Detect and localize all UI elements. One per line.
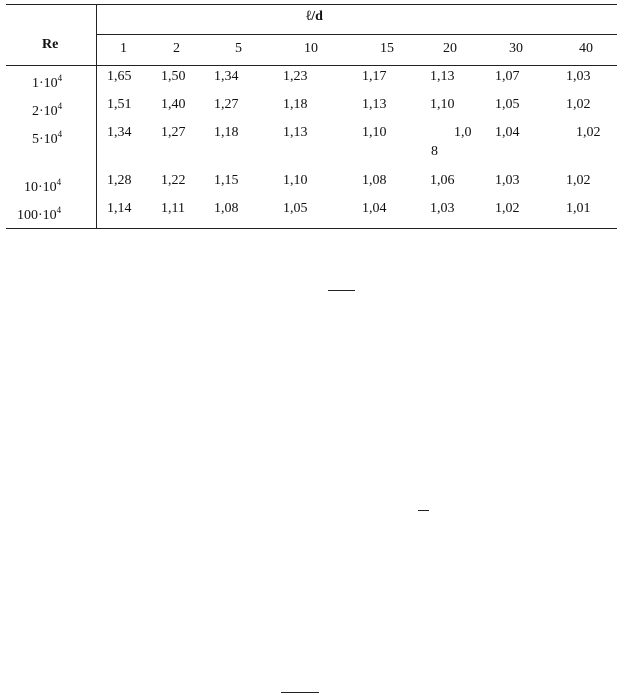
table-cell: 1,65 bbox=[107, 69, 132, 84]
table-cell: 1,13 bbox=[430, 69, 455, 84]
table-cell: 1,40 bbox=[161, 97, 186, 112]
table-cell: 1,18 bbox=[214, 125, 239, 140]
table-cell: 1,51 bbox=[107, 97, 132, 112]
coefficient-table bbox=[6, 4, 617, 229]
fraction-bar bbox=[281, 692, 319, 693]
table-cell: 1,28 bbox=[107, 173, 132, 188]
table-cell: 1,07 bbox=[495, 69, 520, 84]
table-cell: 1,27 bbox=[161, 125, 186, 140]
column-header: 40 bbox=[579, 41, 593, 56]
table-cell: 1,50 bbox=[161, 69, 186, 84]
column-header: 5 bbox=[235, 41, 242, 56]
table-cell: 1,02 bbox=[566, 97, 591, 112]
table-cell: 1,23 bbox=[283, 69, 308, 84]
table-bottom-rule bbox=[6, 228, 617, 229]
table-cell: 1,10 bbox=[362, 125, 387, 140]
table-cell: 1,03 bbox=[566, 69, 591, 84]
table-cell: 1,02 bbox=[566, 173, 591, 188]
table-cell: 1,13 bbox=[283, 125, 308, 140]
table-cell: 1,17 bbox=[362, 69, 387, 84]
header-divider-rule bbox=[96, 34, 617, 35]
table-cell: 1,03 bbox=[495, 173, 520, 188]
group-header-ld: ℓ/d bbox=[306, 9, 323, 24]
table-cell: 1,04 bbox=[495, 125, 520, 140]
table-cell: 1,04 bbox=[362, 201, 387, 216]
row-re-label: $100\cdot 10^4$ bbox=[17, 205, 62, 223]
table-cell: 1,08 bbox=[362, 173, 387, 188]
column-header: 15 bbox=[380, 41, 394, 56]
table-cell: 1,11 bbox=[161, 201, 185, 216]
row-re-label: $10\cdot 10^4$ bbox=[24, 177, 62, 195]
column-header: 20 bbox=[443, 41, 457, 56]
table-cell: 1,05 bbox=[495, 97, 520, 112]
table-cell: 1,02 bbox=[576, 125, 601, 140]
column-header: 2 bbox=[173, 41, 180, 56]
table-cell: 1,0 bbox=[454, 125, 472, 140]
table-cell: 1,06 bbox=[430, 173, 455, 188]
table-cell-wrapped: 8 bbox=[431, 144, 438, 159]
table-cell: 1,27 bbox=[214, 97, 239, 112]
row-re-label: $2\cdot 10^4$ bbox=[32, 101, 63, 119]
fraction-bar bbox=[328, 290, 355, 291]
table-cell: 1,15 bbox=[214, 173, 239, 188]
header-bottom-rule bbox=[6, 65, 617, 66]
table-top-rule bbox=[6, 4, 617, 5]
fraction-bar bbox=[418, 510, 429, 511]
column-header: 1 bbox=[120, 41, 127, 56]
table-cell: 1,01 bbox=[566, 201, 591, 216]
column-header: 10 bbox=[304, 41, 318, 56]
table-cell: 1,34 bbox=[214, 69, 239, 84]
row-re-label: $1\cdot 10^4$ bbox=[32, 73, 63, 91]
table-cell: 1,02 bbox=[495, 201, 520, 216]
table-cell: 1,14 bbox=[107, 201, 132, 216]
row-header-re: Re bbox=[42, 37, 59, 52]
column-header: 30 bbox=[509, 41, 523, 56]
table-vertical-rule bbox=[96, 4, 97, 229]
table-cell: 1,22 bbox=[161, 173, 186, 188]
table-cell: 1,10 bbox=[430, 97, 455, 112]
table-cell: 1,10 bbox=[283, 173, 308, 188]
table-cell: 1,34 bbox=[107, 125, 132, 140]
table-cell: 1,05 bbox=[283, 201, 308, 216]
table-cell: 1,03 bbox=[430, 201, 455, 216]
table-cell: 1,08 bbox=[214, 201, 239, 216]
table-cell: 1,13 bbox=[362, 97, 387, 112]
table-cell: 1,18 bbox=[283, 97, 308, 112]
row-re-label: $5\cdot 10^4$ bbox=[32, 129, 63, 147]
